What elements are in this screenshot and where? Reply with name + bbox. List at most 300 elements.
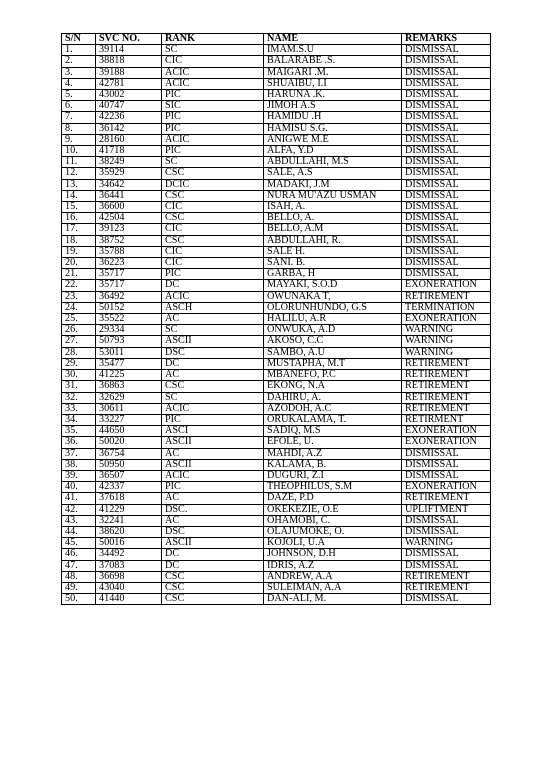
header-name: NAME	[264, 34, 402, 45]
remarks-cell: DISMISSAL	[402, 168, 491, 179]
remarks-cell: DISMISSAL	[402, 258, 491, 269]
name-cell: JOHNSON, D.H	[264, 549, 402, 560]
remarks-cell: DISMISSAL	[402, 179, 491, 190]
name-cell: MAHDI, A.Z	[264, 448, 402, 459]
serial-number-cell: 1.	[62, 45, 96, 56]
serial-number-cell: 50.	[62, 594, 96, 605]
rank-cell: ACIC	[162, 470, 264, 481]
rank-cell: AC	[162, 493, 264, 504]
remarks-cell: RETIREMENT	[402, 370, 491, 381]
service-number-cell: 53011	[96, 347, 162, 358]
name-cell: EKONG, N.A	[264, 381, 402, 392]
table-row	[62, 168, 491, 179]
table-row	[62, 235, 491, 246]
service-number-cell: 41718	[96, 146, 162, 157]
table-row	[62, 493, 491, 504]
service-number-cell: 39123	[96, 224, 162, 235]
remarks-cell: WARNING	[402, 347, 491, 358]
serial-number-cell: 41.	[62, 493, 96, 504]
name-cell: OWUNAKA T,	[264, 291, 402, 302]
serial-number-cell: 11.	[62, 157, 96, 168]
rank-cell: CIC	[162, 56, 264, 67]
serial-number-cell: 48.	[62, 571, 96, 582]
table-row	[62, 370, 491, 381]
table-row	[62, 45, 491, 56]
remarks-cell: WARNING	[402, 325, 491, 336]
rank-cell: SIC	[162, 101, 264, 112]
name-cell: SANI. B.	[264, 258, 402, 269]
name-cell: DUGURI, Z.I	[264, 470, 402, 481]
service-number-cell: 38752	[96, 235, 162, 246]
serial-number-cell: 5.	[62, 90, 96, 101]
name-cell: SULEIMAN, A.A	[264, 582, 402, 593]
serial-number-cell: 37.	[62, 448, 96, 459]
remarks-cell: DISMISSAL	[402, 549, 491, 560]
name-cell: IMAM.S.U	[264, 45, 402, 56]
serial-number-cell: 22.	[62, 280, 96, 291]
rank-cell: ASCI	[162, 426, 264, 437]
remarks-cell: DISMISSAL	[402, 90, 491, 101]
table-row	[62, 448, 491, 459]
table-row	[62, 224, 491, 235]
table-row	[62, 314, 491, 325]
name-cell: KOJOLI, U.A	[264, 538, 402, 549]
rank-cell: CSC	[162, 213, 264, 224]
name-cell: SADIQ, M.S	[264, 426, 402, 437]
remarks-cell: UPLIFTMENT	[402, 504, 491, 515]
service-number-cell: 42781	[96, 78, 162, 89]
serial-number-cell: 42.	[62, 504, 96, 515]
service-number-cell: 41229	[96, 504, 162, 515]
table-row	[62, 538, 491, 549]
service-number-cell: 37618	[96, 493, 162, 504]
rank-cell: PIC	[162, 112, 264, 123]
rank-cell: ACIC	[162, 67, 264, 78]
serial-number-cell: 9.	[62, 134, 96, 145]
serial-number-cell: 3.	[62, 67, 96, 78]
serial-number-cell: 13.	[62, 179, 96, 190]
service-number-cell: 33227	[96, 414, 162, 425]
remarks-cell: DISMISSAL	[402, 67, 491, 78]
remarks-cell: DISMISSAL	[402, 112, 491, 123]
remarks-cell: EXONERATION	[402, 426, 491, 437]
serial-number-cell: 44.	[62, 526, 96, 537]
table-body	[62, 45, 491, 605]
remarks-cell: RETIREMENT	[402, 381, 491, 392]
service-number-cell: 35522	[96, 314, 162, 325]
service-number-cell: 36754	[96, 448, 162, 459]
name-cell: SALE H.	[264, 246, 402, 257]
service-number-cell: 32629	[96, 392, 162, 403]
rank-cell: DC	[162, 560, 264, 571]
remarks-cell: RETIREMENT	[402, 493, 491, 504]
name-cell: AKOSO, C.C	[264, 336, 402, 347]
service-number-cell: 50793	[96, 336, 162, 347]
service-number-cell: 36441	[96, 190, 162, 201]
remarks-cell: DISMISSAL	[402, 157, 491, 168]
table-row	[62, 571, 491, 582]
rank-cell: DC	[162, 358, 264, 369]
rank-cell: CSC	[162, 381, 264, 392]
table-row	[62, 123, 491, 134]
remarks-cell: RETIREMENT	[402, 403, 491, 414]
remarks-cell: DISMISSAL	[402, 594, 491, 605]
service-number-cell: 36492	[96, 291, 162, 302]
name-cell: BELLO, A.	[264, 213, 402, 224]
table-row	[62, 582, 491, 593]
table-row	[62, 213, 491, 224]
table-row	[62, 347, 491, 358]
serial-number-cell: 36.	[62, 437, 96, 448]
remarks-cell: DISMISSAL	[402, 246, 491, 257]
table-row	[62, 549, 491, 560]
service-number-cell: 36142	[96, 123, 162, 134]
name-cell: DAN-ALI, M.	[264, 594, 402, 605]
table-row	[62, 78, 491, 89]
service-number-cell: 32241	[96, 515, 162, 526]
serial-number-cell: 47.	[62, 560, 96, 571]
name-cell: JIMOH A.S	[264, 101, 402, 112]
table-row	[62, 291, 491, 302]
service-number-cell: 36507	[96, 470, 162, 481]
name-cell: AZODOH, A.C	[264, 403, 402, 414]
table-row	[62, 381, 491, 392]
name-cell: ONWUKA, A.D	[264, 325, 402, 336]
name-cell: DAZE, P.D	[264, 493, 402, 504]
table-row	[62, 504, 491, 515]
name-cell: MAIGARI .M.	[264, 67, 402, 78]
remarks-cell: EXONERATION	[402, 314, 491, 325]
rank-cell: ACIC	[162, 134, 264, 145]
service-number-cell: 30611	[96, 403, 162, 414]
serial-number-cell: 49.	[62, 582, 96, 593]
rank-cell: PIC	[162, 269, 264, 280]
header-row	[62, 34, 491, 45]
serial-number-cell: 19.	[62, 246, 96, 257]
service-number-cell: 39188	[96, 67, 162, 78]
service-number-cell: 39114	[96, 45, 162, 56]
rank-cell: AC	[162, 314, 264, 325]
serial-number-cell: 31.	[62, 381, 96, 392]
remarks-cell: DISMISSAL	[402, 224, 491, 235]
name-cell: OLAJUMOKE, O.	[264, 526, 402, 537]
service-number-cell: 36863	[96, 381, 162, 392]
rank-cell: ASCII	[162, 459, 264, 470]
service-number-cell: 35477	[96, 358, 162, 369]
name-cell: DAHIRU, A.	[264, 392, 402, 403]
serial-number-cell: 28.	[62, 347, 96, 358]
rank-cell: CSC	[162, 582, 264, 593]
remarks-cell: RETIREMENT	[402, 291, 491, 302]
service-number-cell: 43002	[96, 90, 162, 101]
serial-number-cell: 16.	[62, 213, 96, 224]
service-number-cell: 35929	[96, 168, 162, 179]
table-row	[62, 258, 491, 269]
table-header	[62, 34, 491, 45]
serial-number-cell: 40.	[62, 482, 96, 493]
rank-cell: CSC	[162, 235, 264, 246]
rank-cell: ACIC	[162, 403, 264, 414]
table-row	[62, 336, 491, 347]
rank-cell: ACIC	[162, 291, 264, 302]
remarks-cell: RETIREMENT	[402, 582, 491, 593]
rank-cell: AC	[162, 515, 264, 526]
table-row	[62, 269, 491, 280]
serial-number-cell: 10.	[62, 146, 96, 157]
serial-number-cell: 20.	[62, 258, 96, 269]
name-cell: KALAMA, B.	[264, 459, 402, 470]
remarks-cell: EXONERATION	[402, 280, 491, 291]
table-row	[62, 179, 491, 190]
service-number-cell: 29334	[96, 325, 162, 336]
serial-number-cell: 7.	[62, 112, 96, 123]
name-cell: BELLO, A.M	[264, 224, 402, 235]
serial-number-cell: 29.	[62, 358, 96, 369]
remarks-cell: DISMISSAL	[402, 45, 491, 56]
rank-cell: CSC	[162, 571, 264, 582]
service-number-cell: 36223	[96, 258, 162, 269]
rank-cell: CIC	[162, 246, 264, 257]
service-number-cell: 35788	[96, 246, 162, 257]
remarks-cell: DISMISSAL	[402, 459, 491, 470]
serial-number-cell: 33.	[62, 403, 96, 414]
service-number-cell: 36698	[96, 571, 162, 582]
service-number-cell: 34492	[96, 549, 162, 560]
table-row	[62, 403, 491, 414]
table-row	[62, 526, 491, 537]
rank-cell: PIC	[162, 123, 264, 134]
serial-number-cell: 8.	[62, 123, 96, 134]
rank-cell: PIC	[162, 482, 264, 493]
name-cell: ABDULLAHI, M.S	[264, 157, 402, 168]
remarks-cell: DISMISSAL	[402, 526, 491, 537]
table-row	[62, 246, 491, 257]
remarks-cell: DISMISSAL	[402, 235, 491, 246]
table-row	[62, 325, 491, 336]
remarks-cell: RETIREMENT	[402, 358, 491, 369]
service-number-cell: 50020	[96, 437, 162, 448]
table-row	[62, 470, 491, 481]
remarks-cell: DISMISSAL	[402, 134, 491, 145]
remarks-cell: DISMISSAL	[402, 146, 491, 157]
table-row	[62, 594, 491, 605]
table-row	[62, 134, 491, 145]
service-number-cell: 28160	[96, 134, 162, 145]
table-row	[62, 157, 491, 168]
table-row	[62, 90, 491, 101]
serial-number-cell: 30.	[62, 370, 96, 381]
rank-cell: DCIC	[162, 179, 264, 190]
rank-cell: DC	[162, 549, 264, 560]
table-row	[62, 302, 491, 313]
name-cell: MBANEFO, P.C	[264, 370, 402, 381]
name-cell: HAMIDU .H	[264, 112, 402, 123]
remarks-cell: DISMISSAL	[402, 515, 491, 526]
service-number-cell: 50950	[96, 459, 162, 470]
table-row	[62, 459, 491, 470]
serial-number-cell: 46.	[62, 549, 96, 560]
remarks-cell: DISMISSAL	[402, 470, 491, 481]
name-cell: ANDREW, A.A	[264, 571, 402, 582]
remarks-cell: DISMISSAL	[402, 448, 491, 459]
service-number-cell: 35717	[96, 280, 162, 291]
table-row	[62, 560, 491, 571]
serial-number-cell: 39.	[62, 470, 96, 481]
table-row	[62, 482, 491, 493]
name-cell: MAYAKI, S.O.D	[264, 280, 402, 291]
personnel-table	[61, 33, 491, 605]
remarks-cell: DISMISSAL	[402, 190, 491, 201]
name-cell: SAMBO, A.U	[264, 347, 402, 358]
rank-cell: DSC.	[162, 504, 264, 515]
rank-cell: ASCII	[162, 538, 264, 549]
table-row	[62, 56, 491, 67]
remarks-cell: DISMISSAL	[402, 202, 491, 213]
name-cell: MUSTAPHA, M.T	[264, 358, 402, 369]
remarks-cell: DISMISSAL	[402, 101, 491, 112]
table-row	[62, 67, 491, 78]
table-row	[62, 392, 491, 403]
service-number-cell: 38818	[96, 56, 162, 67]
remarks-cell: DISMISSAL	[402, 269, 491, 280]
table-row	[62, 414, 491, 425]
rank-cell: SC	[162, 45, 264, 56]
table-row	[62, 202, 491, 213]
serial-number-cell: 35.	[62, 426, 96, 437]
name-cell: ALFA, Y.D	[264, 146, 402, 157]
table-row	[62, 437, 491, 448]
rank-cell: AC	[162, 370, 264, 381]
name-cell: NURA MU'AZU USMAN	[264, 190, 402, 201]
name-cell: HAMISU S.G.	[264, 123, 402, 134]
remarks-cell: EXONERATION	[402, 482, 491, 493]
rank-cell: CSC	[162, 190, 264, 201]
name-cell: ISAH, A.	[264, 202, 402, 213]
remarks-cell: TERMINATION	[402, 302, 491, 313]
remarks-cell: DISMISSAL	[402, 213, 491, 224]
name-cell: SALE, A.S	[264, 168, 402, 179]
table-row	[62, 426, 491, 437]
remarks-cell: WARNING	[402, 336, 491, 347]
remarks-cell: RETIREMENT	[402, 571, 491, 582]
rank-cell: AC	[162, 448, 264, 459]
service-number-cell: 44650	[96, 426, 162, 437]
rank-cell: DC	[162, 280, 264, 291]
rank-cell: CIC	[162, 224, 264, 235]
service-number-cell: 42236	[96, 112, 162, 123]
rank-cell: CSC	[162, 594, 264, 605]
serial-number-cell: 32.	[62, 392, 96, 403]
table-row	[62, 112, 491, 123]
name-cell: THEOPHILUS, S.M	[264, 482, 402, 493]
serial-number-cell: 2.	[62, 56, 96, 67]
remarks-cell: EXONERATION	[402, 437, 491, 448]
name-cell: ABDULLAHI, R.	[264, 235, 402, 246]
rank-cell: ACIC	[162, 78, 264, 89]
table-row	[62, 146, 491, 157]
rank-cell: CIC	[162, 202, 264, 213]
serial-number-cell: 17.	[62, 224, 96, 235]
serial-number-cell: 12.	[62, 168, 96, 179]
name-cell: IDRIS, A.Z	[264, 560, 402, 571]
serial-number-cell: 34.	[62, 414, 96, 425]
service-number-cell: 41225	[96, 370, 162, 381]
name-cell: OLORUNHUNDO, G.S	[264, 302, 402, 313]
remarks-cell: DISMISSAL	[402, 56, 491, 67]
service-number-cell: 50152	[96, 302, 162, 313]
name-cell: EFOLE, U.	[264, 437, 402, 448]
name-cell: HALILU, A.R	[264, 314, 402, 325]
rank-cell: CIC	[162, 258, 264, 269]
serial-number-cell: 24.	[62, 302, 96, 313]
name-cell: OKEKEZIE, O.E	[264, 504, 402, 515]
serial-number-cell: 4.	[62, 78, 96, 89]
serial-number-cell: 6.	[62, 101, 96, 112]
name-cell: GARBA, H	[264, 269, 402, 280]
service-number-cell: 34642	[96, 179, 162, 190]
serial-number-cell: 27.	[62, 336, 96, 347]
serial-number-cell: 23.	[62, 291, 96, 302]
table-row	[62, 101, 491, 112]
service-number-cell: 42504	[96, 213, 162, 224]
name-cell: BALARABE .S.	[264, 56, 402, 67]
remarks-cell: DISMISSAL	[402, 560, 491, 571]
service-number-cell: 50016	[96, 538, 162, 549]
header-service-number: SVC NO.	[96, 34, 162, 45]
table-row	[62, 515, 491, 526]
service-number-cell: 43040	[96, 582, 162, 593]
name-cell: HARUNA .K.	[264, 90, 402, 101]
serial-number-cell: 26.	[62, 325, 96, 336]
serial-number-cell: 25.	[62, 314, 96, 325]
service-number-cell: 38249	[96, 157, 162, 168]
remarks-cell: WARNING	[402, 538, 491, 549]
rank-cell: ASCH	[162, 302, 264, 313]
serial-number-cell: 18.	[62, 235, 96, 246]
rank-cell: PIC	[162, 414, 264, 425]
service-number-cell: 40747	[96, 101, 162, 112]
serial-number-cell: 43.	[62, 515, 96, 526]
serial-number-cell: 15.	[62, 202, 96, 213]
rank-cell: ASCII	[162, 336, 264, 347]
rank-cell: PIC	[162, 146, 264, 157]
name-cell: MADAKI, J.M	[264, 179, 402, 190]
serial-number-cell: 21.	[62, 269, 96, 280]
remarks-cell: RETIREMENT	[402, 392, 491, 403]
header-serial-number: S/N	[62, 34, 96, 45]
rank-cell: PIC	[162, 90, 264, 101]
rank-cell: CSC	[162, 168, 264, 179]
rank-cell: SC	[162, 157, 264, 168]
rank-cell: SC	[162, 392, 264, 403]
name-cell: OHAMOBI, C.	[264, 515, 402, 526]
service-number-cell: 35717	[96, 269, 162, 280]
header-rank: RANK	[162, 34, 264, 45]
service-number-cell: 42337	[96, 482, 162, 493]
table-row	[62, 358, 491, 369]
table-row	[62, 190, 491, 201]
name-cell: SHUAIBU, I.I	[264, 78, 402, 89]
serial-number-cell: 45.	[62, 538, 96, 549]
name-cell: ORUKALAMA, T.	[264, 414, 402, 425]
remarks-cell: RETIRMENT	[402, 414, 491, 425]
remarks-cell: DISMISSAL	[402, 123, 491, 134]
service-number-cell: 36600	[96, 202, 162, 213]
service-number-cell: 41440	[96, 594, 162, 605]
remarks-cell: DISMISSAL	[402, 78, 491, 89]
table-row	[62, 280, 491, 291]
serial-number-cell: 14.	[62, 190, 96, 201]
